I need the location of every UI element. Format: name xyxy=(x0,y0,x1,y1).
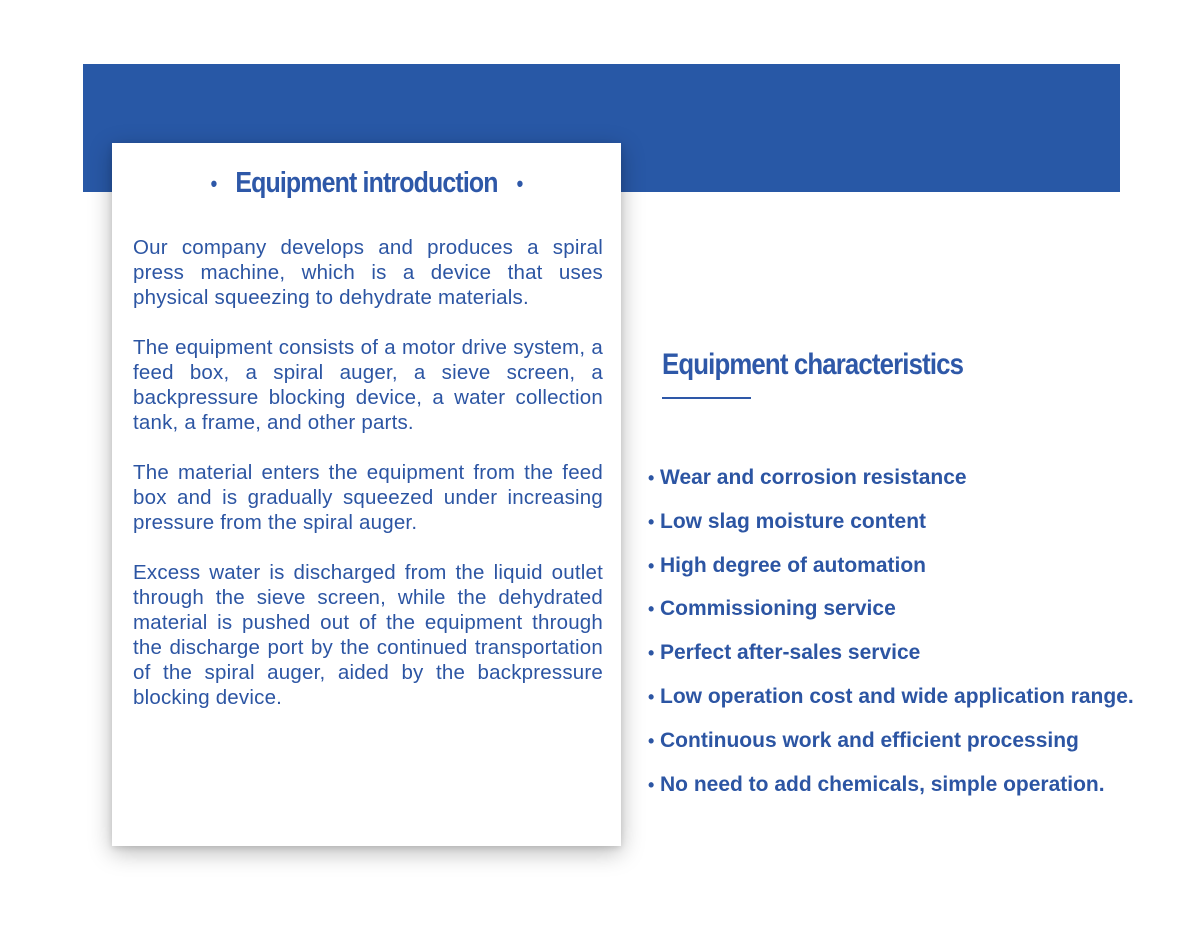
bullet-icon: • xyxy=(648,599,655,620)
intro-paragraph: Our company develops and produces a spiral press machine, which is a device that uses physical squeezing to dehydrate materials. xyxy=(133,236,603,309)
intro-paragraph: Excess water is discharged from the liquid outlet through the sieve screen, while the dehydrated material is pushed out of the equipment through the discharge port by the continued transportation of the spiral auger, aided by the backpressure blocking device. xyxy=(133,561,603,709)
characteristic-text: Low operation cost and wide application range. xyxy=(660,684,1134,708)
characteristic-text: Continuous work and efficient processing xyxy=(660,728,1079,752)
characteristic-text: High degree of automation xyxy=(660,553,927,577)
list-item xyxy=(648,463,1188,507)
intro-body xyxy=(133,235,603,735)
bullet-icon: • xyxy=(210,171,217,197)
equipment-introduction-card xyxy=(112,143,621,846)
bullet-icon: • xyxy=(648,511,655,532)
intro-paragraph: The material enters the equipment from the feed box and is gradually squeezed under increasing pressure from the spiral auger. xyxy=(133,461,603,534)
list-item xyxy=(648,551,1188,595)
list-item xyxy=(648,726,1188,770)
characteristic-text: Commissioning service xyxy=(660,597,896,621)
list-item xyxy=(648,682,1188,726)
list-item xyxy=(648,507,1188,551)
intro-paragraph: The equipment consists of a motor drive system, a feed box, a spiral auger, a sieve screen, a backpressure blocking device, a water collection tank, a frame, and other parts. xyxy=(133,336,603,434)
characteristics-title-underline xyxy=(662,397,751,399)
list-item xyxy=(648,770,1188,814)
characteristic-text: Low slag moisture content xyxy=(660,509,927,533)
bullet-icon: • xyxy=(648,468,655,488)
characteristic-text: No need to add chemicals, simple operation. xyxy=(660,772,1105,796)
bullet-icon: • xyxy=(648,774,655,795)
bullet-icon: • xyxy=(648,686,655,707)
bullet-icon: • xyxy=(648,555,655,576)
intro-title xyxy=(148,167,586,200)
characteristics-list xyxy=(648,463,1188,813)
characteristic-text: Wear and corrosion resistance xyxy=(660,466,967,489)
list-item xyxy=(648,594,1188,638)
characteristic-text: Perfect after-sales service xyxy=(660,641,921,665)
characteristics-title: Equipment characteristics xyxy=(662,348,964,381)
bullet-icon: • xyxy=(648,643,655,664)
list-item xyxy=(648,638,1188,682)
bullet-icon: • xyxy=(516,171,523,197)
intro-title-text: Equipment introduction xyxy=(235,167,498,199)
bullet-icon: • xyxy=(648,730,655,751)
